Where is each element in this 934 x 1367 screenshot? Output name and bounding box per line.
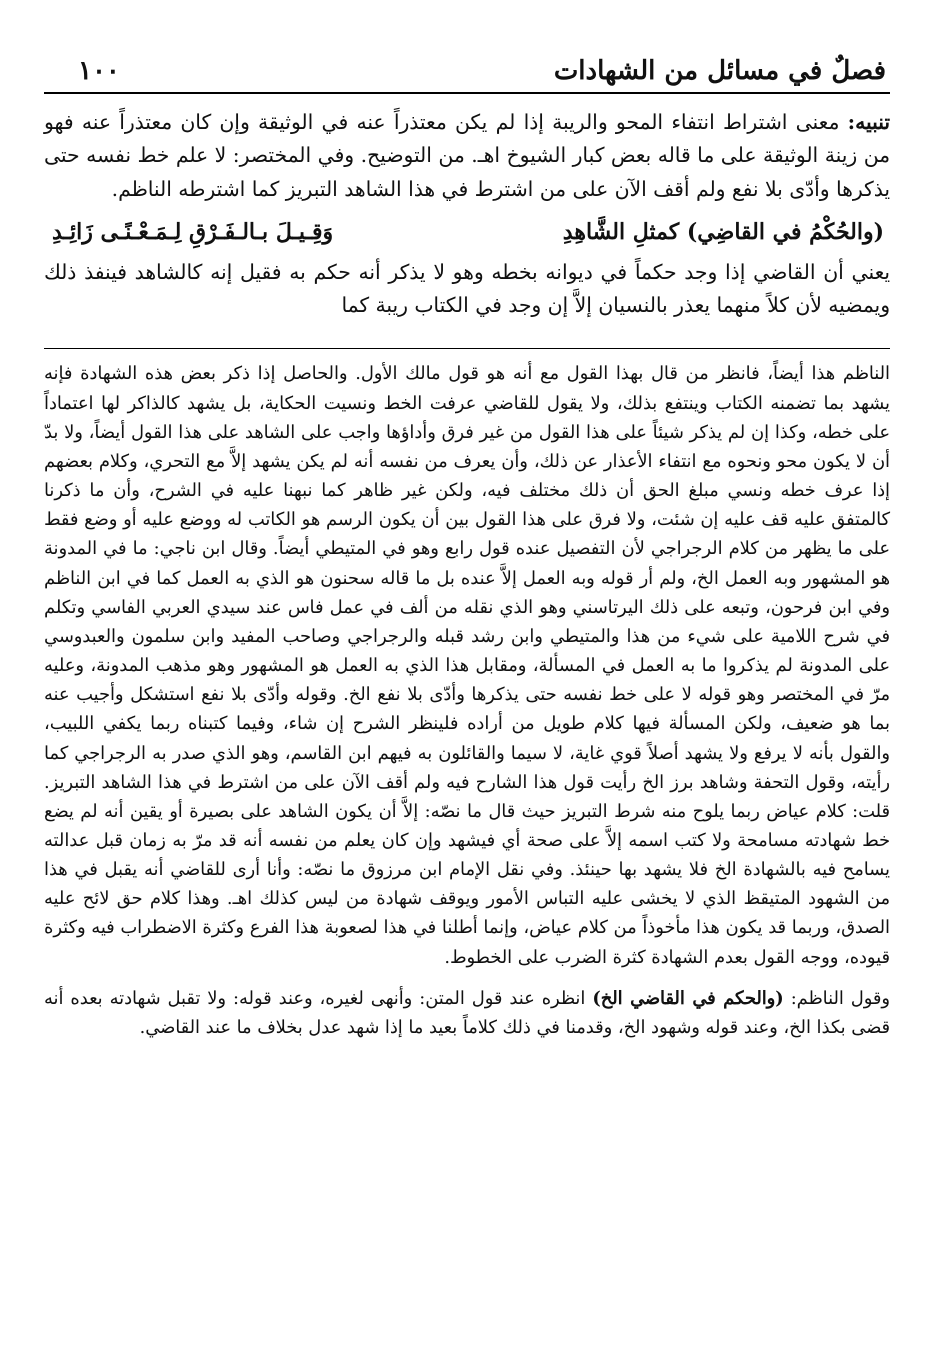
footnote-paragraph: الناظم هذا أيضاً، فانظر من قال بهذا القول مع أنه هو قول مالك الأول. والحاصل إذا ذكر بعض هذه الشهادة فإنه يشهد بما تضمنه الكتاب وينتفع بذلك، ولا يقول للقاضي عرفت الخط ونسيت الحكاية، بل يشهد كالذاكر لها اعتماداً على خطه، وكذا إن لم يذكر شيئاً على هذا القول من غير فرق وأداؤها واجب على الشاهد على هذا القول أيضاً، ولا بدّ أن لا يكون محو ونحوه مع انتفاء الأعذار عن ذلك، وأن يعرف من نفسه أنه لم يكن يشهد إلاَّ مع التحري، وكلام بعضهم إذا عرف خطه ونسي مبلغ الحق أن ذلك مختلف فيه، ولكن غير ظاهر كما نبهنا عليه في الشرح، وأن ما ذكرنا كالمتفق عليه قف عليه إن شئت، ولا فرق على هذا القول بين أن يكون الرسم هو الكاتب له ووضع عليه أو وضع فقط على ما يظهر من كلام الرجراجي لأن التفصيل عنده قول رابع وهو في المتيطي أيضاً. وقال ابن ناجي: ما في المدونة هو المشهور وبه العمل الخ، ولم أر قوله وبه العمل إلاَّ عنده بل ما قاله سحنون هو الذي به العمل كما في ابن الناظم وفي ابن فرحون، وتبعه على ذلك اليرتاسني وهو الذي نقله من ألف في عمل فاس عند سيدي العربي الفاسي وتكلم في شرح اللامية على شيء من هذا والمتيطي وابن رشد قبله والرجراجي وصاحب المفيد وابن سلمون والعبدوسي على المدونة لم يذكروا ما به العمل في المسألة، ومقابل هذا الذي به العمل هو المشهور وهو مذهب المدونة، وعليه مرّ في المختصر وهو قوله لا على خط نفسه حتى يذكرها وأدّى بلا نفع الخ. وقوله وأدّى بلا نفع استشكل وأجيب عنه بما هو ضعيف، ولكن المسألة فيها كلام طويل من أراده فلينظر الشرح إن شاء، وفيما كتبناه ربما يكفي اللبيب، والقول بأنه لا يرفع ولا يشهد أصلاً قوي غاية، لا سيما والقائلون به فيهم ابن القاسم، وهو الذي صدر به الرجراجي كما رأيته، وقول التحفة وشاهد برز الخ رأيت قول هذا الشارح فيه ولم أقف الآن على من اشترط في هذا الشاهد التبريز. قلت: كلام عياض ربما يلوح منه شرط التبريز حيث قال ما نصّه: إلاَّ أن يكون الشاهد على بصيرة أو يقين أنه لم يضع خط شهادته مسامحة ولا كتب اسمه إلاَّ على صحة أي فيشهد وإن كان يعلم من نفسه أنه قد مرّ به زمان قبل عدالته يسامح فيه بالشهادة الخ فلا يشهد بها حينئذ. وفي نقل الإمام ابن مرزوق ما نصّه: وأنا أرى للقاضي أنه يقبل في هذا من الشهود المتيقظ الذي لا يخشى عليه التباس الأمور ويوقف شهادة من ليس كذلك اهـ. وهذا كلام حق لائح عليه الصدق، وربما قد يكون هذا مأخوذاً من كلام عياض، وإنما أطلنا في هذا لصعوبة هذا الفرع وكثرة الاضطراب فيه وكثرة قيوده، ووجه القول بعدم الشهادة كثرة الضرب على الخطوط. [44,363,890,968]
book-page [44,40,890,1340]
footnote-separator [44,348,890,349]
commentary-paragraph: يعني أن القاضي إذا وجد حكماً في ديوانه بخطه وهو لا يذكر أنه حكم به فقيل إنه كالشاهد فينفذ ذلك ويمضيه لأن كلاً منهما يعذر بالنسيان إلاَّ إن وجد في الكتاب ريبة كما [44,259,890,318]
chapter-title: فصلٌ في مسائل من الشهادات [553,56,886,86]
page-header [44,40,890,94]
tanbih-text: معنى اشتراط انتفاء المحو والريبة إذا لم يكن معتذراً عنه في الوثيقة وإن كان معتذراً عنه فهو من زينة الوثيقة على ما قاله بعض كبار الشيوخ اهـ. من التوضيح. وفي المختصر: لا علم خط نفسه حتى يذكرها وأدّى بلا نفع ولم أقف الآن على من اشترط في هذا الشاهد التبريز كما اشترطه الناظم. [44,110,890,201]
page-number: ١٠٠ [78,56,120,86]
footnote-intro: وقول الناظم: [783,987,890,1009]
tanbih-paragraph [44,106,890,206]
verse-second-hemistich: وَقِـيـلَ بـالـفَـرْقِ لِـمَـعْـنًـى زَائِـدِ [52,218,334,245]
tanbih-label: تنبيه: [847,110,890,134]
main-text [44,106,890,322]
footnote-rest: انظره عند قول المتن: وأنهى لغيره، وعند قوله: ولا تقبل شهادته بعده أنه قضى بكذا الخ، وعند قوله وشهود الخ، وقدمنا في ذلك كلاماً بعيد ما إذا شهد عدل بخلاف ما عند القاضي. [44,987,890,1038]
footnote-block [44,359,890,1042]
poem-verse [44,208,890,252]
footnote-paragraph-2 [44,984,890,1042]
footnote-quoted-verse: (والحكم في القاضي الخ) [592,987,784,1009]
verse-first-hemistich: (والحُكْمُ في القاضِي) كمثلِ الشَّاهِدِ [562,218,884,245]
